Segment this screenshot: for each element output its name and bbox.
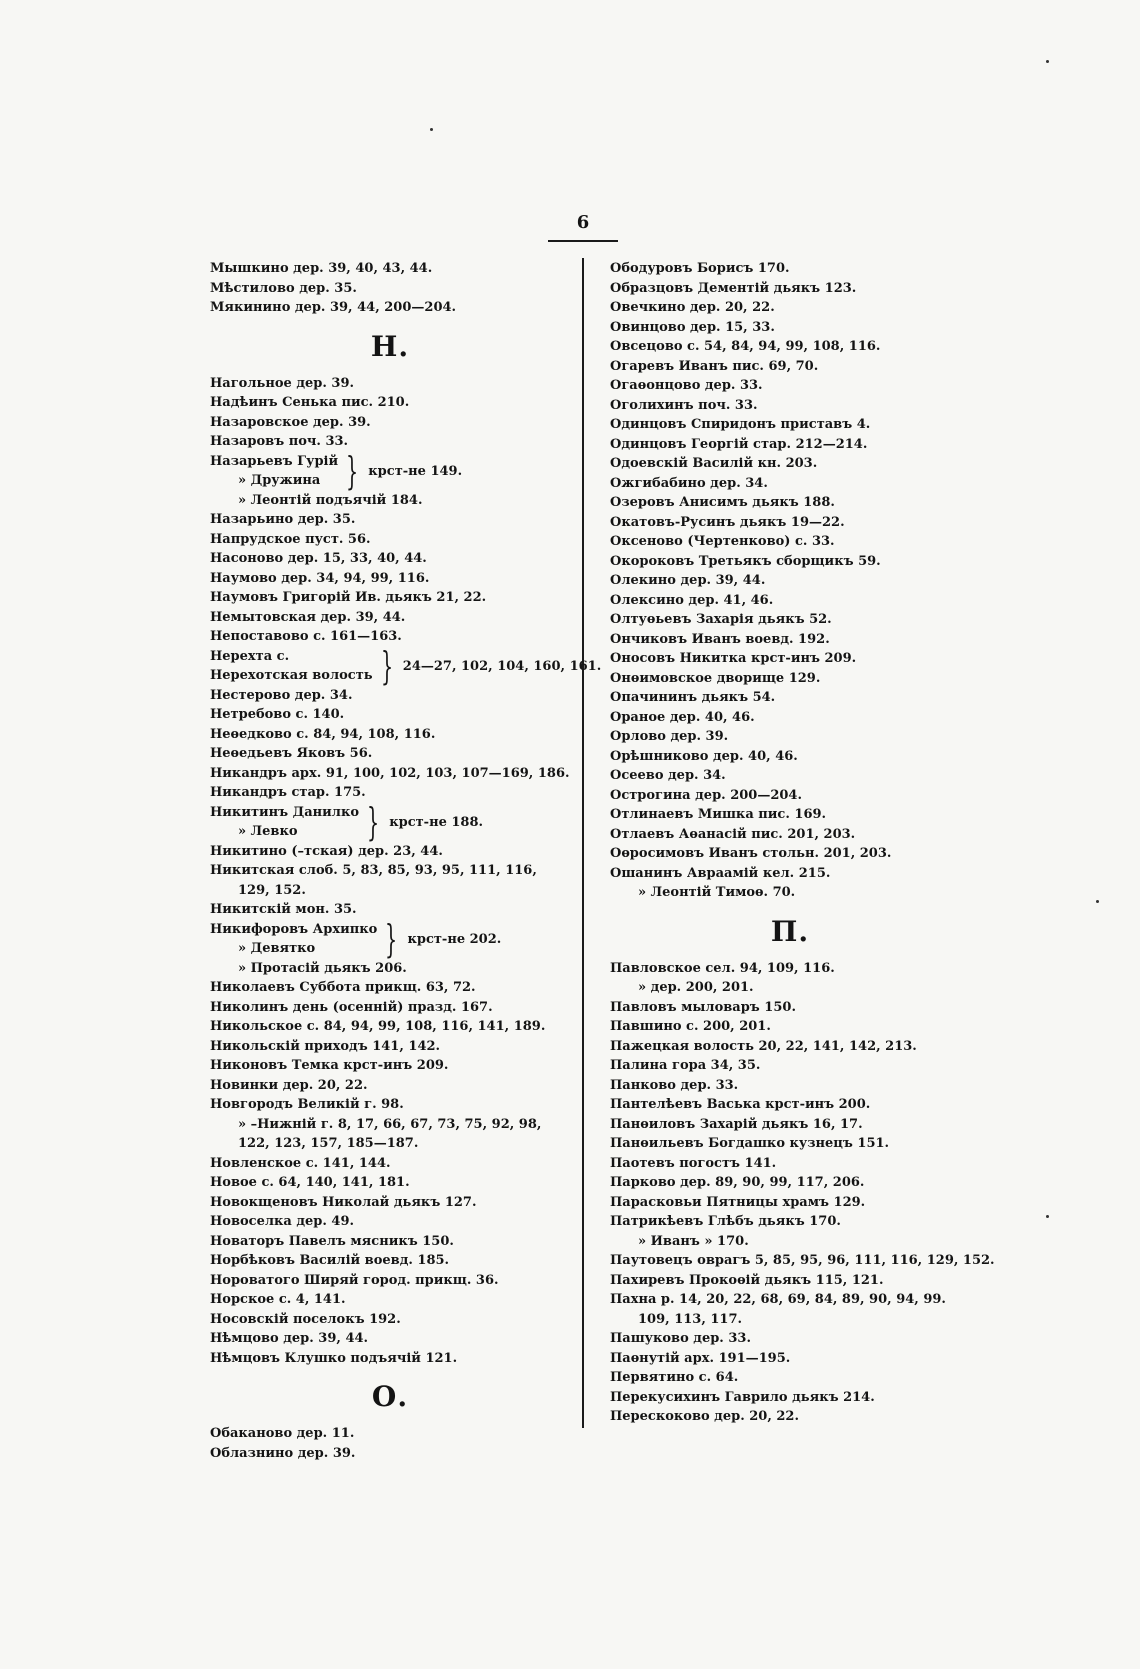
index-entry: Паутовецъ оврагъ 5, 85, 95, 96, 111, 116, 129, 152.	[610, 1253, 995, 1268]
index-entry: Пантелѣевъ Васька крст-инъ 200.	[610, 1097, 871, 1112]
index-entry: Озеровъ Анисимъ дьякъ 188.	[610, 495, 835, 510]
index-entry: Панѳиловъ Захарій дьякъ 16, 17.	[610, 1116, 863, 1132]
index-entry: Назаровское дер. 39.	[210, 414, 371, 430]
index-entry: Опачининъ дьякъ 54.	[610, 690, 776, 705]
index-entry: Ошанинъ Авраамій кел. 215.	[610, 865, 831, 881]
index-entry: Орлово дер. 39.	[610, 729, 729, 744]
index-entry: Панково дер. 33.	[610, 1077, 739, 1093]
index-entry: » Протасій дьякъ 206.	[238, 960, 407, 976]
index-entry: Мякинино дер. 39, 44, 200—204.	[210, 300, 457, 315]
index-entry: Орѣшниково дер. 40, 46.	[610, 748, 798, 764]
index-entry: Мышкино дер. 39, 40, 43, 44.	[210, 261, 433, 276]
index-entry: Назарьино дер. 35.	[210, 512, 356, 527]
index-entry: Напрудское пуст. 56.	[210, 531, 371, 547]
index-entry: Парасковьи Пятницы храмъ 129.	[610, 1194, 866, 1210]
bracket-group-nikitin	[210, 800, 570, 844]
index-entry: Паотевъ погостъ 141.	[610, 1155, 777, 1171]
index-entry: Одинцовъ Георгій стар. 212—214.	[610, 436, 868, 452]
index-entry: Ожгибабино дер. 34.	[610, 475, 768, 491]
index-entry: Непоставово с. 161—163.	[210, 629, 402, 644]
index-entry: Немытовская дер. 39, 44.	[210, 609, 406, 625]
index-entry: Никольское с. 84, 94, 99, 108, 116, 141, 189.	[210, 1019, 546, 1034]
curly-brace-icon: }	[380, 644, 393, 688]
index-entry: Ораное дер. 40, 46.	[610, 709, 755, 725]
index-entry: » Дружина	[238, 473, 321, 488]
index-entry: Неѳедьевъ Яковъ 56.	[210, 746, 373, 761]
index-entry: Окороковъ Третьякъ сборщикъ 59.	[610, 553, 881, 569]
index-entry: Назаровъ поч. 33.	[210, 434, 349, 449]
scan-speck	[1046, 60, 1049, 63]
index-group-o-right	[610, 259, 970, 903]
index-entry: Нерехотская волость	[210, 668, 373, 683]
bracket-names	[210, 452, 338, 491]
index-entry: Нетребово с. 140.	[210, 707, 345, 722]
index-entry: Нерехта с.	[210, 648, 290, 664]
index-entry: Перекусихинъ Гаврило дьякъ 214.	[610, 1389, 875, 1405]
index-entry: Олекино дер. 39, 44.	[610, 573, 766, 588]
index-entry: Нагольное дер. 39.	[210, 375, 355, 391]
scan-speck	[430, 128, 433, 131]
index-entry: » Иванъ » 170.	[638, 1233, 749, 1249]
index-entry: Новгородъ Великій г. 98.	[210, 1097, 404, 1112]
index-entry: Острогина дер. 200—204.	[610, 787, 803, 803]
bracket-reference: крст-не 188.	[389, 814, 484, 830]
index-entry: » Леонтій Тимоѳ. 70.	[638, 885, 796, 900]
index-entry: Павловъ мыловаръ 150.	[610, 999, 796, 1015]
index-entry: Овечкино дер. 20, 22.	[610, 300, 775, 315]
index-entry: Огаревъ Иванъ пис. 69, 70.	[610, 358, 819, 374]
index-entry: Одоевскій Василій кн. 203.	[610, 456, 818, 471]
index-entry: Пахиревъ Прокоѳій дьякъ 115, 121.	[610, 1272, 884, 1288]
section-letter-n: Н.	[370, 329, 410, 363]
index-entry: Никитскій мон. 35.	[210, 902, 357, 917]
index-entry: Никоновъ Темка крст-инъ 209.	[210, 1058, 449, 1073]
index-entry: 109, 113, 117.	[638, 1311, 743, 1327]
index-entry: Носовскій поселокъ 192.	[210, 1311, 401, 1327]
index-group-o-left	[210, 1424, 570, 1463]
curly-brace-icon: }	[367, 800, 380, 844]
index-entry: Наумово дер. 34, 94, 99, 116.	[210, 570, 430, 586]
index-entry: Норбѣковъ Василій воевд. 185.	[210, 1253, 450, 1268]
index-entry: Никитино (–тская) дер. 23, 44.	[210, 843, 443, 859]
index-entry: » –Нижній г. 8, 17, 66, 67, 73, 75, 92, 98,	[238, 1116, 542, 1132]
index-entry: Пажецкая волость 20, 22, 141, 142, 213.	[610, 1038, 917, 1054]
index-entry: Наумовъ Григорій Ив. дьякъ 21, 22.	[210, 590, 487, 605]
index-entry: Новленское с. 141, 144.	[210, 1155, 391, 1171]
left-column	[210, 259, 602, 1463]
index-entry: Образцовъ Дементій дьякъ 123.	[610, 280, 857, 296]
index-entry: Панѳильевъ Богдашко кузнецъ 151.	[610, 1136, 890, 1151]
curly-brace-icon: }	[346, 449, 359, 493]
index-entry: Оѳросимовъ Иванъ стольн. 201, 203.	[610, 846, 892, 861]
index-entry: Облазнино дер. 39.	[210, 1445, 356, 1461]
index-entry: Оносовъ Никитка крст-инъ 209.	[610, 651, 857, 666]
bracket-names	[210, 647, 373, 686]
scan-speck	[1096, 900, 1099, 903]
index-entry: Патрикѣевъ Глѣбъ дьякъ 170.	[610, 1214, 841, 1229]
page-number: 6	[576, 212, 590, 233]
scan-speck	[1046, 1215, 1049, 1218]
index-entry: Паѳнутій арх. 191—195.	[610, 1350, 791, 1366]
index-entry: » дер. 200, 201.	[638, 980, 754, 995]
index-entry: Насоново дер. 15, 33, 40, 44.	[210, 551, 427, 566]
index-entry: 122, 123, 157, 185—187.	[238, 1136, 419, 1151]
index-entry: Окатовъ-Русинъ дьякъ 19—22.	[610, 514, 845, 530]
index-entry: Нѣмцовъ Клушко подъячій 121.	[210, 1350, 458, 1366]
index-entry: 129, 152.	[238, 882, 306, 898]
index-entry: Никандръ арх. 91, 100, 102, 103, 107—169, 186.	[210, 765, 570, 781]
bracket-group-nikiforov	[210, 917, 570, 961]
index-group-m	[210, 259, 570, 318]
section-letter-p: П.	[770, 914, 810, 948]
index-group-n-3	[210, 686, 570, 803]
index-entry: Нестерово дер. 34.	[210, 687, 353, 703]
bracket-group-nazaryev	[210, 449, 570, 493]
index-entry: Новокщеновъ Николай дьякъ 127.	[210, 1194, 477, 1210]
index-entry: Олексино дер. 41, 46.	[610, 592, 774, 608]
column-divider	[582, 258, 584, 1428]
index-entry: Первятино с. 64.	[610, 1370, 739, 1385]
index-entry: Олтуѳьевъ Захарія дьякъ 52.	[610, 612, 832, 627]
index-entry: Надѣинъ Сенька пис. 210.	[210, 395, 410, 410]
index-entry: Назарьевъ Гурій	[210, 453, 339, 469]
bracket-names	[210, 920, 377, 959]
index-entry: Палина гора 34, 35.	[610, 1058, 761, 1073]
index-entry: Мѣстилово дер. 35.	[210, 280, 357, 296]
bracket-reference: крст-не 149.	[368, 463, 463, 479]
index-entry: Онѳимовское дворище 129.	[610, 670, 821, 686]
index-entry: » Левко	[238, 824, 298, 839]
index-entry: Николаевъ Суббота прикщ. 63, 72.	[210, 980, 476, 995]
index-entry: Пахна р. 14, 20, 22, 68, 69, 84, 89, 90, 94, 99.	[610, 1292, 946, 1307]
index-entry: Ободуровъ Борисъ 170.	[610, 261, 790, 276]
index-entry: Отлаевъ Аѳанасій пис. 201, 203.	[610, 826, 856, 842]
bracket-reference: 24—27, 102, 104, 160, 161.	[402, 658, 602, 674]
index-entry: Норское с. 4, 141.	[210, 1292, 346, 1307]
index-entry: Павловское сел. 94, 109, 116.	[610, 960, 835, 976]
index-entry: Нороватого Ширяй город. прикщ. 36.	[210, 1272, 499, 1288]
index-entry: Новинки дер. 20, 22.	[210, 1077, 368, 1093]
index-entry: Перескоково дер. 20, 22.	[610, 1409, 800, 1424]
index-entry: Павшино с. 200, 201.	[610, 1019, 771, 1034]
index-entry: Овинцово дер. 15, 33.	[610, 319, 775, 335]
index-entry: Нѣмцово дер. 39, 44.	[210, 1331, 369, 1346]
index-entry: Оголихинъ поч. 33.	[610, 397, 758, 413]
index-entry: Пашуково дер. 33.	[610, 1331, 751, 1346]
index-entry: Одинцовъ Спиридонъ приставъ 4.	[610, 417, 871, 432]
index-group-n-5	[210, 959, 570, 1369]
index-entry: Никифоровъ Архипко	[210, 921, 378, 937]
section-letter-o: О.	[371, 1380, 409, 1413]
index-entry: Новоселка дер. 49.	[210, 1214, 355, 1229]
index-entry: Никитинъ Данилко	[210, 804, 360, 820]
index-group-p	[610, 959, 995, 1427]
index-entry: Отлинаевъ Мишка пис. 169.	[610, 807, 827, 822]
index-entry: Ончиковъ Иванъ воевд. 192.	[610, 631, 830, 647]
index-entry: Неѳедково с. 84, 94, 108, 116.	[210, 726, 436, 742]
index-entry: Обаканово дер. 11.	[210, 1426, 355, 1441]
index-entry: Овсецово с. 54, 84, 94, 99, 108, 116.	[610, 339, 881, 354]
bracket-names	[210, 803, 359, 842]
index-entry: » Леонтій подъячій 184.	[238, 492, 423, 508]
index-group-n-4	[210, 842, 570, 920]
right-column	[610, 259, 995, 1427]
index-entry: Огаѳонцово дер. 33.	[610, 378, 763, 393]
index-entry: Оксеново (Чертенково) с. 33.	[610, 534, 835, 549]
curly-brace-icon: }	[385, 917, 398, 961]
index-entry: Николинъ день (осенній) празд. 167.	[210, 999, 493, 1015]
index-group-n-2	[210, 491, 570, 647]
index-entry: Осеево дер. 34.	[610, 768, 726, 783]
header-rule	[548, 240, 618, 242]
index-entry: Никитская слоб. 5, 83, 85, 93, 95, 111, 116,	[210, 863, 537, 878]
index-entry: Никандръ стар. 175.	[210, 785, 366, 800]
index-group-n-1	[210, 374, 570, 452]
bracket-group-nerekhta	[210, 644, 602, 688]
index-entry: Новое с. 64, 140, 141, 181.	[210, 1175, 410, 1190]
index-entry: Никольскій приходъ 141, 142.	[210, 1038, 441, 1054]
index-entry: Парково дер. 89, 90, 99, 117, 206.	[610, 1175, 865, 1190]
index-entry: Новаторъ Павелъ мясникъ 150.	[210, 1233, 454, 1249]
index-entry: » Девятко	[238, 941, 316, 956]
bracket-reference: крст-не 202.	[407, 931, 502, 947]
